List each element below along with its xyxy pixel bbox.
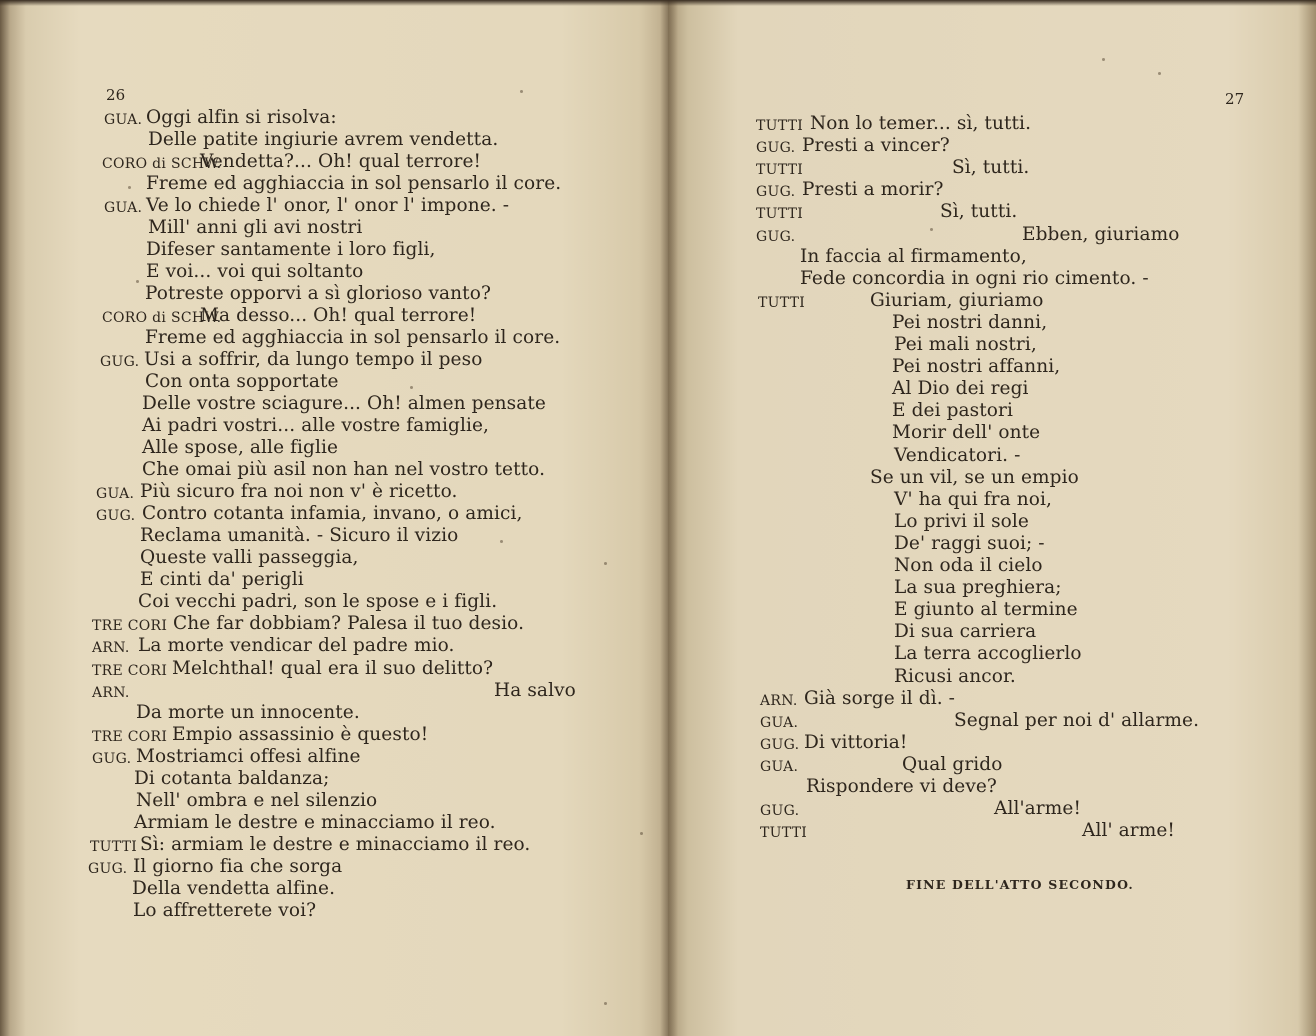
verse-line: Da morte un innocente. [136, 702, 360, 723]
verse-line: Della vendetta alfine. [132, 878, 336, 899]
verse-line: Freme ed agghiaccia in sol pensarlo il core. [146, 173, 562, 194]
verse-line: Difeser santamente i loro figli, [146, 239, 436, 260]
verse-line: Qual grido [902, 754, 1003, 775]
verse-line: Fede concordia in ogni rio cimento. - [800, 268, 1149, 289]
verse-line: All'arme! [994, 798, 1081, 819]
speaker-name: CORO di SCHW. [102, 156, 222, 172]
verse-line: Che far dobbiam? Palesa il tuo desio. [173, 613, 525, 634]
speaker-name: GUA. [760, 715, 799, 731]
verse-line: La sua preghiera; [894, 577, 1062, 598]
paper-speck [136, 280, 139, 283]
verse-line: Il giorno fia che sorga [133, 856, 343, 877]
paper-speck [604, 1002, 607, 1005]
speaker-name: CORO di SCHW. [102, 310, 222, 326]
verse-line: Vendicatori. - [894, 445, 1021, 466]
verse-line: Ve lo chiede l' onor, l' onor l' impone. - [146, 195, 510, 216]
speaker-name: TUTTI [756, 206, 804, 222]
verse-line: Nell' ombra e nel silenzio [136, 790, 378, 811]
verse-line: Delle vostre sciagure... Oh! almen pensate [142, 393, 546, 414]
speaker-name: GUG. [100, 354, 140, 370]
verse-line: Con onta sopportate [145, 371, 339, 392]
verse-line: La terra accoglierlo [894, 643, 1082, 664]
speaker-name: TRE CORI [92, 729, 168, 745]
speaker-name: GUG. [760, 737, 800, 753]
verse-line: Ha salvo [494, 680, 576, 701]
verse-line: All' arme! [1082, 820, 1175, 841]
speaker-name: GUA. [104, 112, 143, 128]
verse-line: E voi... voi qui soltanto [146, 261, 364, 282]
verse-line: Mostriamci offesi alfine [136, 746, 361, 767]
verse-line: Non lo temer... sì, tutti. [810, 113, 1032, 134]
speaker-name: GUG. [756, 140, 796, 156]
paper-speck [604, 562, 607, 565]
speaker-name: GUG. [92, 751, 132, 767]
speaker-name: GUG. [756, 229, 796, 245]
verse-line: Di sua carriera [894, 621, 1037, 642]
paper-speck [640, 832, 643, 835]
speaker-name: TUTTI [758, 295, 806, 311]
verse-line: Ai padri vostri... alle vostre famiglie, [142, 415, 490, 436]
verse-line: Armiam le destre e minacciamo il reo. [134, 812, 496, 833]
verse-line: Empio assassinio è questo! [172, 724, 429, 745]
verse-line: Pei nostri danni, [892, 312, 1048, 333]
verse-line: E dei pastori [892, 400, 1013, 421]
verse-line: Che omai più asil non han nel vostro tetto. [142, 459, 546, 480]
paper-speck [520, 90, 523, 93]
speaker-name: ARN. [760, 693, 798, 709]
verse-line: Sì, tutti. [952, 157, 1030, 178]
verse-line: V' ha qui fra noi, [894, 489, 1052, 510]
verse-line: Freme ed agghiaccia in sol pensarlo il core. [145, 327, 561, 348]
paper-speck [500, 540, 503, 543]
speaker-name: GUA. [104, 200, 143, 216]
verse-line: Pei nostri affanni, [892, 356, 1061, 377]
paper-speck [1158, 72, 1161, 75]
verse-line: Segnal per noi d' allarme. [954, 710, 1200, 731]
book-gutter [660, 0, 678, 1036]
verse-line: Vendetta?... Oh! qual terrore! [200, 151, 482, 172]
right-page [668, 0, 1316, 1036]
verse-line: In faccia al firmamento, [800, 246, 1027, 267]
verse-line: Già sorge il dì. - [804, 688, 956, 709]
verse-line: Di cotanta baldanza; [134, 768, 330, 789]
page-number: 27 [1225, 90, 1245, 108]
speaker-name: GUG. [88, 861, 128, 877]
speaker-name: ARN. [92, 640, 130, 656]
speaker-name: TUTTI [90, 839, 138, 855]
speaker-name: TUTTI [756, 162, 804, 178]
verse-line: Queste valli passeggia, [140, 547, 359, 568]
verse-line: Rispondere vi deve? [806, 776, 997, 797]
paper-speck [1102, 58, 1105, 61]
verse-line: Ma desso... Oh! qual terrore! [200, 305, 477, 326]
verse-line: Presti a morir? [802, 179, 944, 200]
verse-line: Usi a soffrir, da lungo tempo il peso [144, 349, 483, 370]
paper-speck [930, 228, 933, 231]
speaker-name: GUG. [760, 803, 800, 819]
verse-line: E cinti da' perigli [140, 569, 304, 590]
page-edge-shadow [0, 0, 1316, 6]
verse-line: De' raggi suoi; - [894, 533, 1045, 554]
verse-line: Potreste opporvi a sì glorioso vanto? [145, 283, 491, 304]
verse-line: Pei mali nostri, [894, 334, 1037, 355]
verse-line: Al Dio dei regi [892, 378, 1029, 399]
speaker-name: ARN. [92, 685, 130, 701]
speaker-name: TRE CORI [92, 618, 168, 634]
speaker-name: GUA. [760, 759, 799, 775]
verse-line: Morir dell' onte [892, 422, 1041, 443]
verse-line: Coi vecchi padri, son le spose e i figli. [138, 591, 498, 612]
page-number: 26 [106, 86, 126, 104]
verse-line: Ebben, giuriamo [1022, 224, 1180, 245]
verse-line: Ricusi ancor. [894, 666, 1016, 687]
verse-line: Di vittoria! [804, 732, 908, 753]
paper-speck [128, 186, 131, 189]
verse-line: Non oda il cielo [894, 555, 1043, 576]
end-of-act-note: FINE DELL'ATTO SECONDO. [906, 877, 1134, 892]
verse-line: Sì, tutti. [940, 201, 1018, 222]
verse-line: Presti a vincer? [802, 135, 950, 156]
verse-line: Contro cotanta infamia, invano, o amici, [142, 503, 523, 524]
speaker-name: TRE CORI [92, 663, 168, 679]
verse-line: Delle patite ingiurie avrem vendetta. [148, 129, 499, 150]
speaker-name: TUTTI [760, 825, 808, 841]
verse-line: Mill' anni gli avi nostri [148, 217, 363, 238]
verse-line: Se un vil, se un empio [870, 467, 1079, 488]
paper-speck [410, 386, 413, 389]
speaker-name: GUA. [96, 486, 135, 502]
verse-line: La morte vendicar del padre mio. [138, 635, 455, 656]
verse-line: Oggi alfin si risolva: [146, 107, 337, 128]
verse-line: Reclama umanità. - Sicuro il vizio [140, 525, 459, 546]
verse-line: Sì: armiam le destre e minacciamo il reo. [140, 834, 531, 855]
verse-line: E giunto al termine [894, 599, 1078, 620]
verse-line: Lo affretterete voi? [133, 900, 317, 921]
speaker-name: TUTTI [756, 118, 804, 134]
verse-line: Melchthal! qual era il suo delitto? [172, 658, 494, 679]
speaker-name: GUG. [756, 184, 796, 200]
verse-line: Più sicuro fra noi non v' è ricetto. [140, 481, 458, 502]
verse-line: Alle spose, alle figlie [142, 437, 339, 458]
speaker-name: GUG. [96, 508, 136, 524]
verse-line: Giuriam, giuriamo [870, 290, 1044, 311]
verse-line: Lo privi il sole [894, 511, 1029, 532]
